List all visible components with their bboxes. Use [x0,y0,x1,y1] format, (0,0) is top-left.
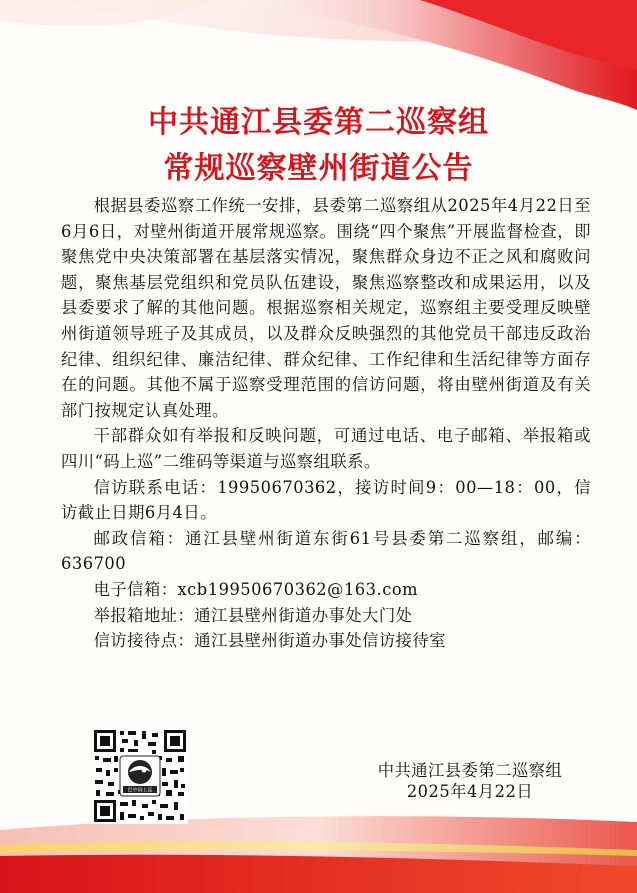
paragraph-postal: 邮政信箱：通江县壁州街道东街61号县委第二巡察组，邮编：636700 [61,528,591,574]
signature-org: 中共通江县委第二巡察组 [377,761,563,780]
paragraph-reception: 信访接待点：通江县壁州街道办事处信访接待室 [93,631,447,651]
title-line-2: 常规巡察壁州街道公告 [163,151,474,186]
qr-code-image[interactable] [92,728,188,824]
announcement-body [61,193,591,654]
signature-block [340,760,600,802]
paragraph-email: 电子信箱：xcb19950670362@163.com [93,579,419,599]
qr-logo-caption: 巴中码上巡 [127,787,153,794]
paragraph-intro: 根据县委巡察工作统一安排，县委第二巡察组从2025年4月22日至6月6日，对壁州街道开展常规巡察。围绕“四个聚焦”开展监督检查，即聚焦党中央决策部署在基层落实情况，聚焦群众身边不正之风和腐败问题，聚焦基层党组织和党员队伍建设，聚焦巡察整改和成果运用，以及县委要求了解的其他问题。根据巡察相关规定，巡察组主要受理反映壁州街道领导班子及其成员，以及群众反映强烈的其他党员干部违反政治纪律、组织纪律、廉洁纪律、群众纪律、工作纪律和生活纪律等方面存在的问题。其他不属于巡察受理范围的信访问题，将由壁州街道及有关部门按规定认真处理。 [61,196,591,420]
paragraph-contact-channels: 干部群众如有举报和反映问题，可通过电话、电子邮箱、举报箱或四川“码上巡”二维码等渠道与巡察组联系。 [61,426,591,471]
signature-date: 2025年4月22日 [406,782,534,801]
title-line-1: 中共通江县委第二巡察组 [148,105,489,140]
paragraph-phone: 信访联系电话：19950670362，接访时间9：00—18：00，信访截止日期6月4日。 [61,477,591,523]
paragraph-report-box: 举报箱地址：通江县壁州街道办事处大门处 [93,605,413,625]
